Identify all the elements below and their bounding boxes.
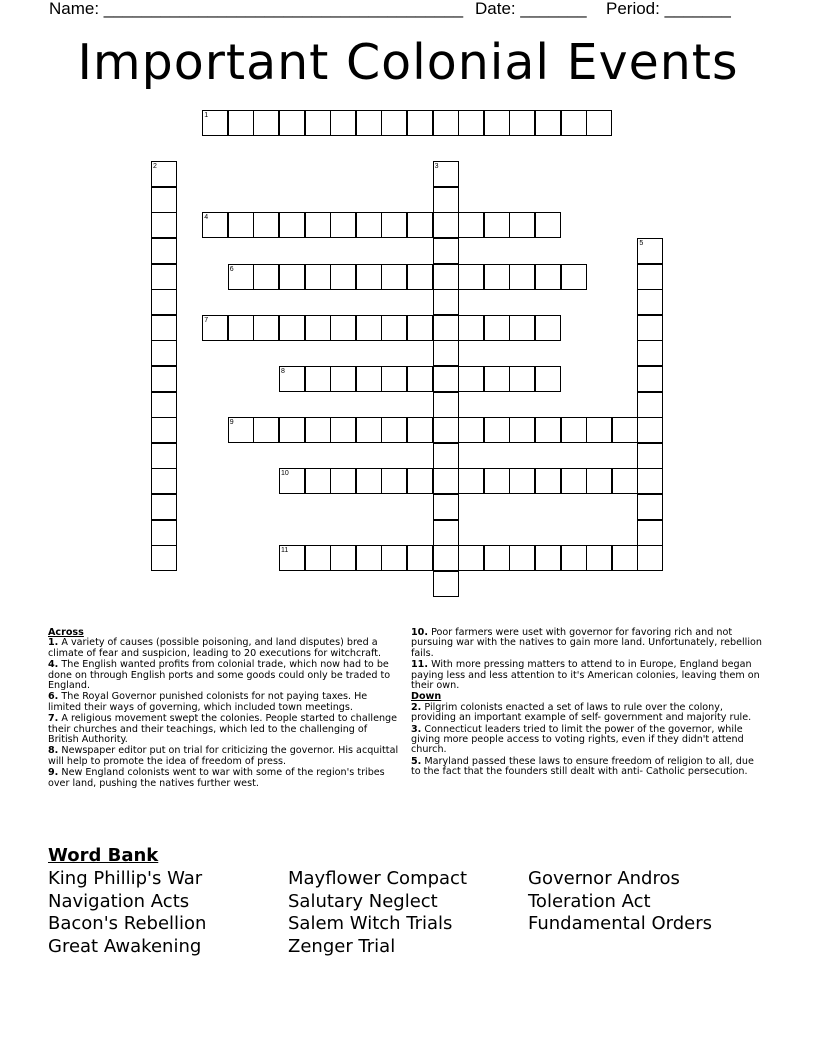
crossword-cell[interactable]	[433, 212, 459, 238]
crossword-cell[interactable]	[381, 212, 407, 238]
crossword-cell[interactable]	[561, 468, 587, 494]
crossword-cell[interactable]	[535, 315, 561, 341]
crossword-cell[interactable]	[484, 545, 510, 571]
crossword-cell[interactable]	[253, 110, 279, 136]
crossword-cell[interactable]	[433, 468, 459, 494]
crossword-cell[interactable]	[305, 417, 331, 443]
clue-text: Newspaper editor put on trial for criticizing the governor. His acquittal will help to promote the idea of freedom of press.	[48, 745, 399, 767]
name-field-label[interactable]: Name: ______________________________________	[49, 0, 464, 18]
crossword-cell[interactable]	[535, 468, 561, 494]
date-field-label[interactable]: Date: _______	[475, 0, 587, 18]
cell-number: 3	[434, 163, 439, 171]
crossword-cell[interactable]	[151, 392, 177, 418]
crossword-cell[interactable]	[433, 417, 459, 443]
period-field-label[interactable]: Period: _______	[606, 0, 731, 18]
crossword-cell[interactable]	[509, 315, 535, 341]
clue-across-11	[411, 660, 763, 691]
cell-number: 11	[281, 547, 289, 555]
clue-across-7	[48, 714, 400, 745]
crossword-cell[interactable]	[253, 212, 279, 238]
crossword-cell[interactable]	[330, 468, 356, 494]
clue-across-4	[48, 660, 400, 691]
crossword-cell[interactable]	[535, 110, 561, 136]
clue-text: The Royal Governor punished colonists for not paying taxes. He limited their ways of governing, which included town meetings.	[48, 691, 368, 713]
crossword-cell[interactable]	[356, 545, 382, 571]
word-bank-item: Great Awakening	[48, 936, 202, 957]
crossword-cell[interactable]	[637, 494, 663, 520]
crossword-cell[interactable]	[535, 545, 561, 571]
crossword-cell[interactable]	[637, 315, 663, 341]
crossword-cell[interactable]	[305, 315, 331, 341]
crossword-cell[interactable]	[305, 366, 331, 392]
cell-number: 2	[153, 163, 157, 171]
clue-number: 6.	[48, 691, 59, 703]
crossword-cell[interactable]	[381, 545, 407, 571]
crossword-cell[interactable]	[330, 110, 356, 136]
crossword-cell[interactable]	[356, 417, 382, 443]
clue-number: 11.	[411, 659, 428, 671]
cell-number: 9	[229, 419, 234, 427]
clue-text: New England colonists went to war with some of the region's tribes over land, pushing the natives further west.	[48, 767, 385, 789]
crossword-cell[interactable]	[151, 545, 177, 571]
crossword-cell[interactable]	[381, 417, 407, 443]
crossword-cell[interactable]	[535, 417, 561, 443]
crossword-cell[interactable]	[407, 264, 433, 290]
crossword-cell[interactable]	[253, 315, 279, 341]
cell-number: 5	[639, 240, 644, 247]
crossword-cell[interactable]	[561, 545, 587, 571]
word-bank-item: Navigation Acts	[48, 891, 190, 912]
clue-down-2	[411, 703, 763, 724]
page-title: Important Colonial Events	[77, 34, 739, 91]
crossword-cell[interactable]	[433, 392, 459, 418]
crossword-cell[interactable]	[433, 340, 459, 366]
word-bank-item: Fundamental Orders	[528, 913, 712, 934]
crossword-cell[interactable]	[637, 468, 663, 494]
crossword-cell[interactable]	[612, 417, 638, 443]
crossword-cell[interactable]	[305, 468, 331, 494]
crossword-cell[interactable]	[305, 212, 331, 238]
clue-number: 5.	[411, 755, 422, 767]
crossword-cell[interactable]	[407, 417, 433, 443]
word-bank-item: Toleration Act	[528, 891, 651, 912]
cell-number: 10	[281, 470, 289, 478]
crossword-cell[interactable]	[458, 110, 484, 136]
crossword-cell[interactable]	[561, 264, 587, 290]
crossword-cell[interactable]	[637, 366, 663, 392]
crossword-cell[interactable]	[151, 264, 177, 290]
crossword-cell[interactable]	[586, 417, 612, 443]
crossword-cell[interactable]	[458, 417, 484, 443]
cell-number: 4	[204, 214, 209, 222]
word-bank-item: Bacon's Rebellion	[48, 913, 207, 934]
crossword-cell[interactable]	[484, 468, 510, 494]
crossword-cell[interactable]	[151, 187, 177, 213]
crossword-cell[interactable]	[279, 212, 305, 238]
clue-across-6	[48, 692, 400, 713]
crossword-cell[interactable]	[458, 366, 484, 392]
crossword-cell[interactable]	[433, 238, 459, 264]
crossword-cell[interactable]	[151, 494, 177, 520]
crossword-cell[interactable]	[433, 187, 459, 213]
clue-text: Pilgrim colonists enacted a set of laws to rule over the colony, providing an important example of self- government and majority rule.	[411, 701, 752, 724]
clue-number: 3.	[411, 723, 422, 735]
cell-number: 6	[229, 265, 234, 273]
crossword-cell[interactable]	[228, 315, 254, 341]
crossword-cell[interactable]	[458, 212, 484, 238]
crossword-cell[interactable]	[151, 340, 177, 366]
crossword-cell[interactable]	[433, 571, 459, 597]
clue-number: 8.	[48, 745, 59, 757]
crossword-cell[interactable]	[407, 212, 433, 238]
crossword-cell[interactable]	[509, 264, 535, 290]
crossword-cell[interactable]	[330, 212, 356, 238]
crossword-cell[interactable]	[637, 392, 663, 418]
crossword-cell[interactable]	[151, 238, 177, 264]
crossword-cell[interactable]	[637, 289, 663, 315]
crossword-cell[interactable]	[407, 545, 433, 571]
crossword-cell[interactable]	[637, 443, 663, 469]
crossword-cell[interactable]	[381, 366, 407, 392]
crossword-cell[interactable]	[458, 264, 484, 290]
word-bank-item: Mayflower Compact	[288, 868, 468, 889]
crossword-cell[interactable]	[356, 110, 382, 136]
clue-across-8	[48, 746, 400, 767]
clue-number: 10.	[411, 627, 428, 638]
word-bank-item: Zenger Trial	[288, 936, 396, 957]
crossword-cell[interactable]	[253, 417, 279, 443]
crossword-cell[interactable]	[637, 520, 663, 546]
crossword-cell[interactable]	[356, 315, 382, 341]
crossword-cell[interactable]	[279, 110, 305, 136]
clue-number: 2.	[411, 701, 422, 713]
clue-text: Connecticut leaders tried to limit the power of the governor, while giving more people access to voting rights, even if they didn't attend church.	[411, 723, 744, 756]
crossword-cell[interactable]	[356, 212, 382, 238]
cell-number: 7	[204, 316, 209, 324]
clue-across-9	[48, 768, 400, 789]
crossword-cell[interactable]	[433, 545, 459, 571]
crossword-cell[interactable]	[509, 468, 535, 494]
crossword-cell[interactable]	[305, 110, 331, 136]
crossword-cell[interactable]	[356, 366, 382, 392]
clue-down-5	[411, 757, 763, 778]
crossword-cell[interactable]	[433, 315, 459, 341]
down-heading: Down	[411, 691, 442, 703]
clue-number: 7.	[48, 713, 59, 725]
cell-number: 1	[204, 112, 209, 119]
crossword-cell[interactable]	[151, 417, 177, 443]
crossword-cell[interactable]	[407, 110, 433, 136]
crossword-cell[interactable]	[330, 417, 356, 443]
clue-across-10	[411, 628, 763, 659]
word-bank-title: Word Bank	[48, 845, 159, 866]
crossword-cell[interactable]	[279, 315, 305, 341]
crossword-cell[interactable]	[407, 468, 433, 494]
crossword-cell[interactable]	[509, 110, 535, 136]
clue-text: A variety of causes (possible poisoning, and land disputes) bred a climate of fear and suspicion, leading to 20 executions for witchcraft.	[48, 637, 382, 659]
crossword-cell[interactable]	[586, 545, 612, 571]
clue-text: A religious movement swept the colonies. People started to challenge their churches and their teachings, which led to the challenging of British Authority.	[48, 713, 398, 746]
clues-left-column	[48, 628, 400, 790]
crossword-cell[interactable]	[458, 545, 484, 571]
crossword-cell[interactable]	[509, 545, 535, 571]
crossword-cell[interactable]	[151, 468, 177, 494]
crossword-cell[interactable]	[279, 264, 305, 290]
crossword-cell[interactable]	[433, 264, 459, 290]
word-bank-item: Salutary Neglect	[288, 891, 438, 912]
clue-number: 4.	[48, 659, 59, 671]
crossword-cell[interactable]	[253, 264, 279, 290]
crossword-cell[interactable]	[381, 315, 407, 341]
clue-across-1	[48, 638, 400, 659]
crossword-cell[interactable]	[151, 315, 177, 341]
crossword-cell[interactable]	[637, 264, 663, 290]
crossword-cell[interactable]	[356, 468, 382, 494]
crossword-cell[interactable]	[561, 417, 587, 443]
crossword-cell[interactable]	[407, 366, 433, 392]
crossword-cell[interactable]	[458, 315, 484, 341]
crossword-cell[interactable]	[433, 494, 459, 520]
crossword-cell[interactable]	[535, 264, 561, 290]
word-bank-item: Governor Andros	[528, 868, 680, 889]
clue-text: The English wanted profits from colonial trade, which now had to be done on through English ports and some goods could only be traded to England.	[48, 659, 391, 692]
crossword-cell[interactable]	[151, 443, 177, 469]
crossword-cell[interactable]	[433, 110, 459, 136]
crossword-cell[interactable]	[228, 110, 254, 136]
crossword-cell[interactable]	[484, 264, 510, 290]
crossword-cell[interactable]	[458, 468, 484, 494]
crossword-cell[interactable]	[484, 366, 510, 392]
crossword-cell[interactable]	[151, 520, 177, 546]
crossword-cell[interactable]	[484, 315, 510, 341]
word-bank-item: Salem Witch Trials	[288, 913, 453, 934]
crossword-cell[interactable]	[279, 417, 305, 443]
crossword-cell[interactable]	[305, 545, 331, 571]
crossword-cell[interactable]	[151, 366, 177, 392]
crossword-cell[interactable]	[561, 110, 587, 136]
crossword-cell[interactable]	[356, 264, 382, 290]
crossword-cell[interactable]	[637, 417, 663, 443]
clue-number: 1.	[48, 637, 59, 649]
crossword-cell[interactable]	[228, 212, 254, 238]
crossword-cell[interactable]	[330, 545, 356, 571]
clue-down-3	[411, 725, 763, 756]
crossword-cell[interactable]	[509, 417, 535, 443]
cell-number: 8	[281, 368, 285, 375]
crossword-cell[interactable]	[330, 315, 356, 341]
crossword-cell[interactable]	[586, 468, 612, 494]
crossword-cell[interactable]	[484, 110, 510, 136]
crossword-cell[interactable]	[509, 212, 535, 238]
crossword-cell[interactable]	[151, 212, 177, 238]
crossword-cell[interactable]	[330, 366, 356, 392]
crossword-cell[interactable]	[612, 545, 638, 571]
crossword-cell[interactable]	[381, 264, 407, 290]
crossword-cell[interactable]	[151, 289, 177, 315]
crossword-cell[interactable]	[535, 366, 561, 392]
crossword-cell[interactable]	[637, 545, 663, 571]
clue-text: Poor farmers were uset with governor for favoring rich and not pursuing war with the natives to gain more land. Unfortunately, rebellion fails.	[411, 627, 762, 659]
crossword-cell[interactable]	[484, 212, 510, 238]
crossword-cell[interactable]	[433, 443, 459, 469]
crossword-cell[interactable]	[612, 468, 638, 494]
clues-right-column	[411, 628, 763, 779]
crossword-cell[interactable]	[433, 289, 459, 315]
crossword-cell[interactable]	[381, 468, 407, 494]
clue-text: Maryland passed these laws to ensure freedom of religion to all, due to the fact that the founders still dealt with anti- Catholic persecution.	[411, 755, 754, 778]
crossword-cell[interactable]	[586, 110, 612, 136]
crossword-cell[interactable]	[305, 264, 331, 290]
crossword-cell[interactable]	[433, 366, 459, 392]
across-heading: Across	[48, 627, 84, 638]
crossword-cell[interactable]	[535, 212, 561, 238]
crossword-cell[interactable]	[330, 264, 356, 290]
crossword-cell[interactable]	[381, 110, 407, 136]
clue-text: With more pressing matters to attend to in Europe, England began paying less and less attention to it's American colonies, leaving them on their own.	[411, 659, 760, 692]
word-bank-item: King Phillip's War	[48, 868, 203, 889]
crossword-cell[interactable]	[509, 366, 535, 392]
crossword-cell[interactable]	[637, 340, 663, 366]
clue-number: 9.	[48, 767, 59, 779]
crossword-cell[interactable]	[433, 520, 459, 546]
crossword-cell[interactable]	[484, 417, 510, 443]
crossword-cell[interactable]	[407, 315, 433, 341]
